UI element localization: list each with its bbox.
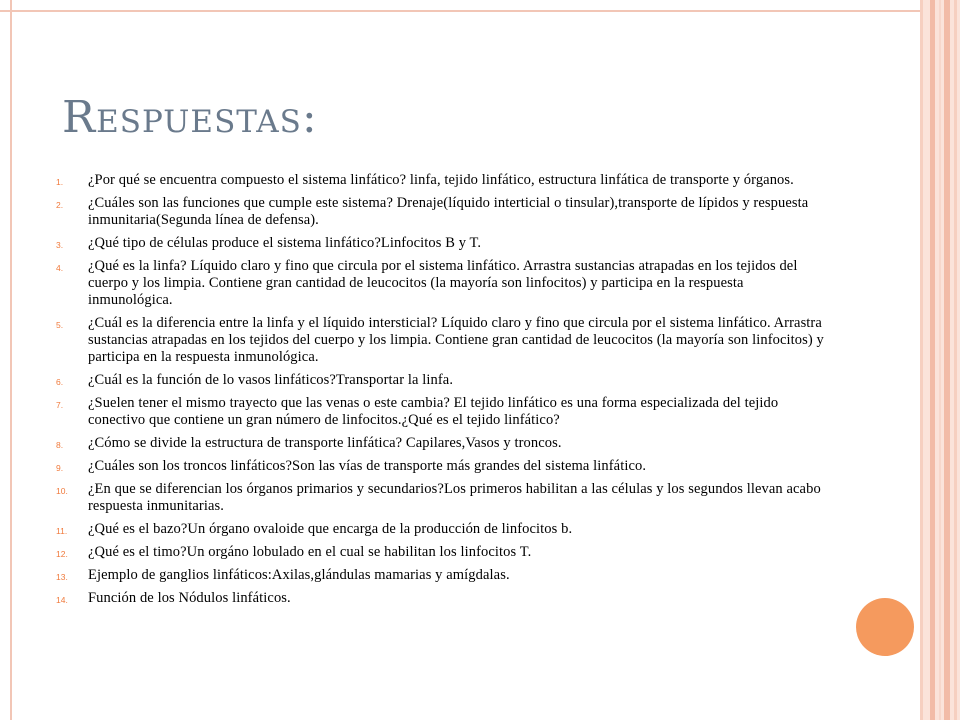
list-item (56, 521, 826, 538)
item-number: 12. (56, 549, 68, 559)
slide-title: Respuestas: (62, 92, 318, 143)
item-number: 1. (56, 177, 64, 187)
item-number: 2. (56, 200, 64, 210)
list-item (56, 172, 826, 189)
list-item (56, 458, 826, 475)
item-text: Ejemplo de ganglios linfáticos:Axilas,glándulas mamarias y amígdalas. (88, 567, 510, 583)
item-number: 9. (56, 463, 64, 473)
list-item (56, 481, 826, 515)
right-stripe (930, 0, 935, 720)
list-item (56, 235, 826, 252)
list-item (56, 544, 826, 561)
item-number: 7. (56, 400, 64, 410)
item-text: ¿Cuáles son las funciones que cumple este sistema? Drenaje(líquido interticial o tinsular),transporte de lípidos y respuesta inmunitaria(Segunda línea de defensa). (88, 195, 809, 228)
item-number: 8. (56, 440, 64, 450)
item-number: 10. (56, 486, 68, 496)
item-number: 11. (56, 526, 68, 536)
list-item (56, 395, 826, 429)
item-text: ¿Qué es el timo?Un orgáno lobulado en el cual se habilitan los linfocitos T. (88, 544, 532, 560)
item-text: ¿Cuáles son los troncos linfáticos?Son las vías de transporte más grandes del sistema linfático. (88, 458, 647, 474)
item-text: ¿Cuál es la función de lo vasos linfáticos?Transportar la linfa. (88, 372, 454, 388)
list-item (56, 590, 826, 607)
item-text: ¿Por qué se encuentra compuesto el sistema linfático? linfa, tejido linfático, estructura linfática de transporte y órganos. (88, 172, 794, 188)
right-stripe (954, 0, 957, 720)
list-item (56, 372, 826, 389)
list-item (56, 567, 826, 584)
answers-list (56, 172, 826, 613)
item-text: ¿Qué es el bazo?Un órgano ovaloide que encarga de la producción de linfocitos b. (88, 521, 573, 537)
item-text: Función de los Nódulos linfáticos. (88, 590, 291, 606)
right-stripe (939, 0, 941, 720)
item-number: 3. (56, 240, 64, 250)
item-number: 4. (56, 263, 64, 273)
item-number: 6. (56, 377, 64, 387)
item-text: ¿Qué es la linfa? Líquido claro y fino que circula por el sistema linfático. Arrastra sustancias atrapadas en los tejidos del cuerpo y los limpia. Contiene gran cantidad de leucocitos (la mayoría son linfocitos) y participa en la respuesta inmunológica. (88, 258, 798, 308)
item-text: ¿Cómo se divide la estructura de transporte linfática? Capilares,Vasos y troncos. (88, 435, 562, 451)
item-number: 13. (56, 572, 68, 582)
frame-top-line (0, 10, 922, 12)
item-number: 14. (56, 595, 68, 605)
item-text: ¿En que se diferencian los órganos primarios y secundarios?Los primeros habilitan a las células y los segundos llevan acabo respuesta inmunitarias. (88, 481, 821, 514)
list-item (56, 258, 826, 309)
item-text: ¿Cuál es la diferencia entre la linfa y el líquido intersticial? Líquido claro y fino que circula por el sistema linfático. Arrastra sustancias atrapadas en los tejidos del cuerpo y los limpia. Contiene gran cantidad de leucocitos (la mayoría son linfocitos) y participa en la respuesta inmunológica. (88, 315, 824, 365)
list-item (56, 315, 826, 366)
frame-left-line (10, 0, 12, 720)
orange-circle-decoration (856, 598, 914, 656)
item-number: 5. (56, 320, 64, 330)
item-text: ¿Qué tipo de células produce el sistema linfático?Linfocitos B y T. (88, 235, 482, 251)
right-stripe (920, 0, 923, 720)
list-item (56, 195, 826, 229)
item-text: ¿Suelen tener el mismo trayecto que las venas o este cambia? El tejido linfático es una forma especializada del tejido conectivo que contiene un gran número de linfocitos.¿Qué es el tejido linfático? (88, 395, 779, 428)
right-stripe (944, 0, 950, 720)
list-item (56, 435, 826, 452)
